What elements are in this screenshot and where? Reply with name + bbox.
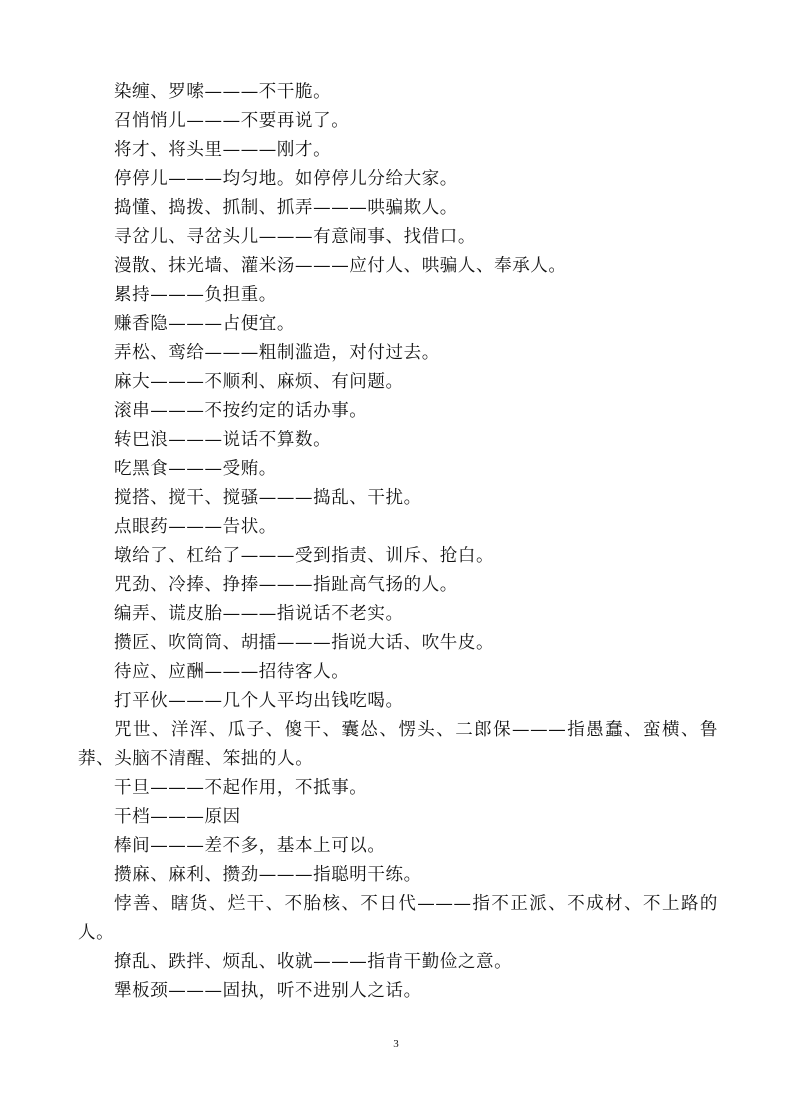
- glossary-entry: 寻岔儿、寻岔头儿———有意闹事、找借口。: [114, 227, 476, 247]
- glossary-entry: 撩乱、跌拌、烦乱、收就———指肯干勤俭之意。: [114, 952, 513, 972]
- glossary-entry: 赚香隐———占便宜。: [114, 314, 295, 334]
- glossary-entry: 停停儿———均匀地。如停停儿分给大家。: [114, 169, 458, 189]
- glossary-entry: 转巴浪———说话不算数。: [114, 430, 332, 450]
- glossary-entry: 咒劲、冷捧、挣捧———指趾高气扬的人。: [114, 575, 458, 595]
- glossary-entry: 干档———原因: [114, 807, 241, 827]
- glossary-entry: 染缠、罗嗦———不干脆。: [114, 82, 332, 102]
- glossary-entry: 打平伙———几个人平均出钱吃喝。: [114, 691, 404, 711]
- page-number: 3: [393, 1038, 399, 1050]
- glossary-entry: 犟板颈———固执，听不进别人之话。: [114, 981, 422, 1001]
- glossary-entry: 棒间———差不多，基本上可以。: [114, 836, 386, 856]
- glossary-entry: 漫散、抹光墙、灌米汤———应付人、哄骗人、奉承人。: [114, 256, 567, 276]
- glossary-entry: 搅搭、搅干、搅骚———捣乱、干扰。: [114, 488, 422, 508]
- glossary-entry: 累持———负担重。: [114, 285, 277, 305]
- glossary-entry: 捣懂、捣拨、抓制、抓弄———哄骗欺人。: [114, 198, 458, 218]
- glossary-entry: 将才、将头里———刚才。: [114, 140, 332, 160]
- glossary-entry: 干旦———不起作用，不抵事。: [114, 778, 368, 798]
- glossary-entry: 墩给了、杠给了———受到指责、训斥、抢白。: [114, 546, 495, 566]
- glossary-entry: 攒麻、麻利、攒劲———指聪明干练。: [114, 865, 422, 885]
- glossary-entry: 召悄悄儿———不要再说了。: [114, 111, 350, 131]
- glossary-entry: 弄松、鸾给———粗制滥造，对付过去。: [114, 343, 440, 363]
- glossary-entry: 攒匠、吹筒筒、胡擂———指说大话、吹牛皮。: [114, 633, 495, 653]
- glossary-entry: 咒世、洋浑、瓜子、傻干、囊怂、愣头、二郎保———指愚蠢、蛮横、鲁莽、头脑不清醒、笨拙的人。: [78, 720, 718, 769]
- glossary-entry: 点眼药———告状。: [114, 517, 277, 537]
- glossary-entry: 吃黑食———受贿。: [114, 459, 277, 479]
- glossary-entry: 滚串———不按约定的话办事。: [114, 401, 368, 421]
- glossary-entry: 麻大———不顺利、麻烦、有问题。: [114, 372, 404, 392]
- glossary-entries: [78, 78, 718, 1006]
- glossary-entry: 编弄、谎皮胎———指说话不老实。: [114, 604, 404, 624]
- glossary-entry: 悖善、瞎货、烂干、不胎核、不日代———指不正派、不成材、不上路的人。: [78, 894, 718, 943]
- glossary-entry: 待应、应酬———招待客人。: [114, 662, 350, 682]
